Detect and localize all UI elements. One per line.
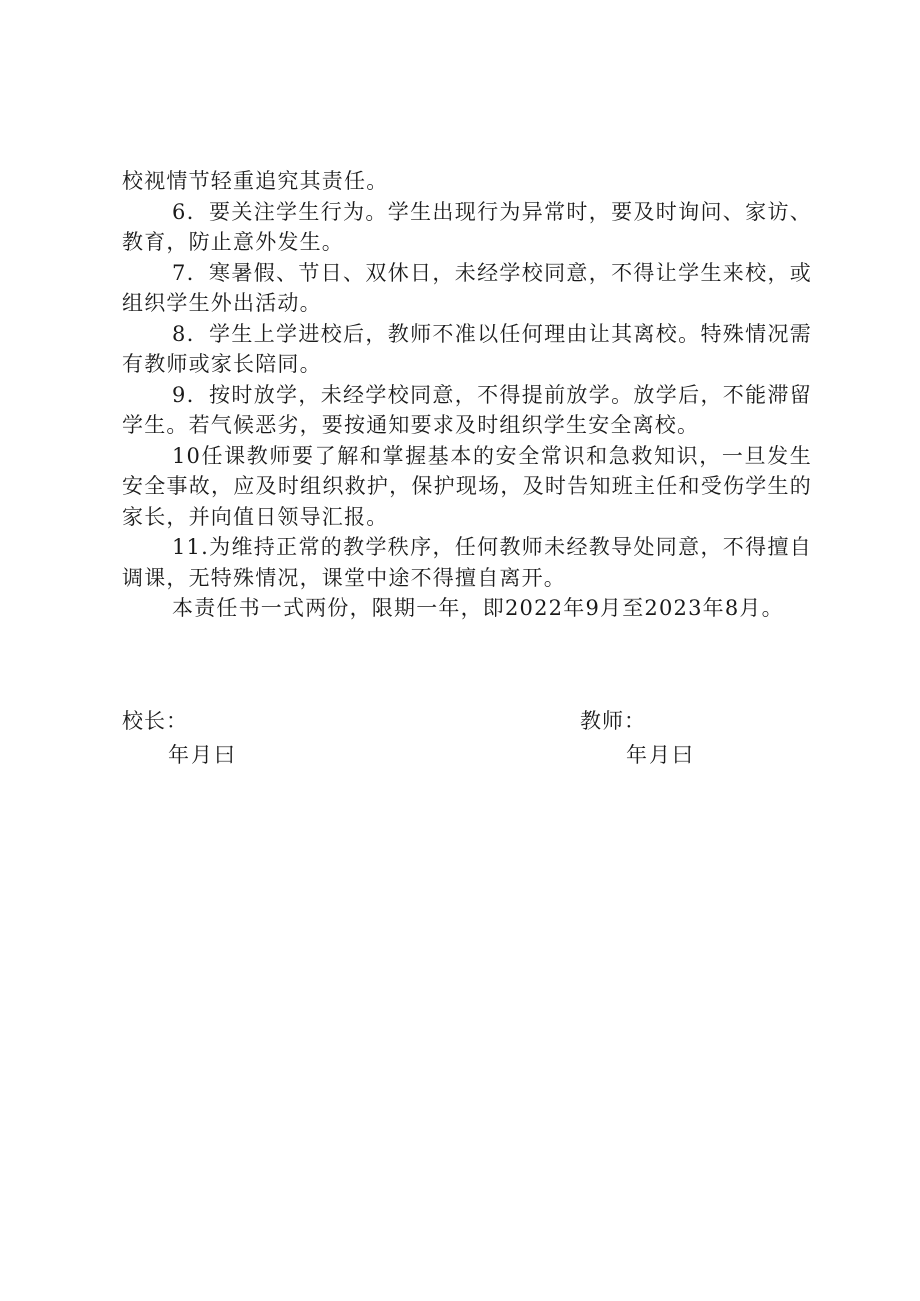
document-body bbox=[122, 166, 812, 624]
signature-principal bbox=[122, 706, 237, 770]
paragraph-item-9: 9．按时放学，未经学校同意，不得提前放学。放学后，不能滞留学生。若气候恶劣，要按通知要求及时组织学生安全离校。 bbox=[122, 382, 812, 437]
paragraph-item-11: 11.为维持正常的教学秩序，任何教师未经教导处同意，不得擅自调课，无特殊情况，课堂中途不得擅自离开。 bbox=[122, 535, 812, 590]
paragraph-continuation: 校视情节轻重追究其责任。 bbox=[122, 169, 389, 193]
paragraph-item-6: 6．要关注学生行为。学生出现行为异常时，要及时询问、家访、教育，防止意外发生。 bbox=[122, 199, 812, 254]
signature-teacher-label: 教师： bbox=[580, 709, 646, 733]
signature-principal-date: 年月曰 bbox=[168, 743, 237, 767]
signature-teacher bbox=[580, 706, 695, 770]
signature-teacher-date: 年月曰 bbox=[626, 743, 695, 767]
paragraph-item-8: 8．学生上学进校后，教师不准以任何理由让其离校。特殊情况需有教师或家长陪同。 bbox=[122, 321, 812, 376]
signature-principal-label: 校长： bbox=[122, 709, 188, 733]
paragraph-item-10: 10任课教师要了解和掌握基本的安全常识和急救知识，一旦发生安全事故，应及时组织救护，保护现场，及时告知班主任和受伤学生的家长，并向值日领导汇报。 bbox=[122, 443, 812, 529]
paragraph-item-7: 7．寒暑假、节日、双休日，未经学校同意，不得让学生来校，或组织学生外出活动。 bbox=[122, 260, 812, 315]
paragraph-term: 本责任书一式两份，限期一年，即2022年9月至2023年8月。 bbox=[172, 596, 784, 620]
